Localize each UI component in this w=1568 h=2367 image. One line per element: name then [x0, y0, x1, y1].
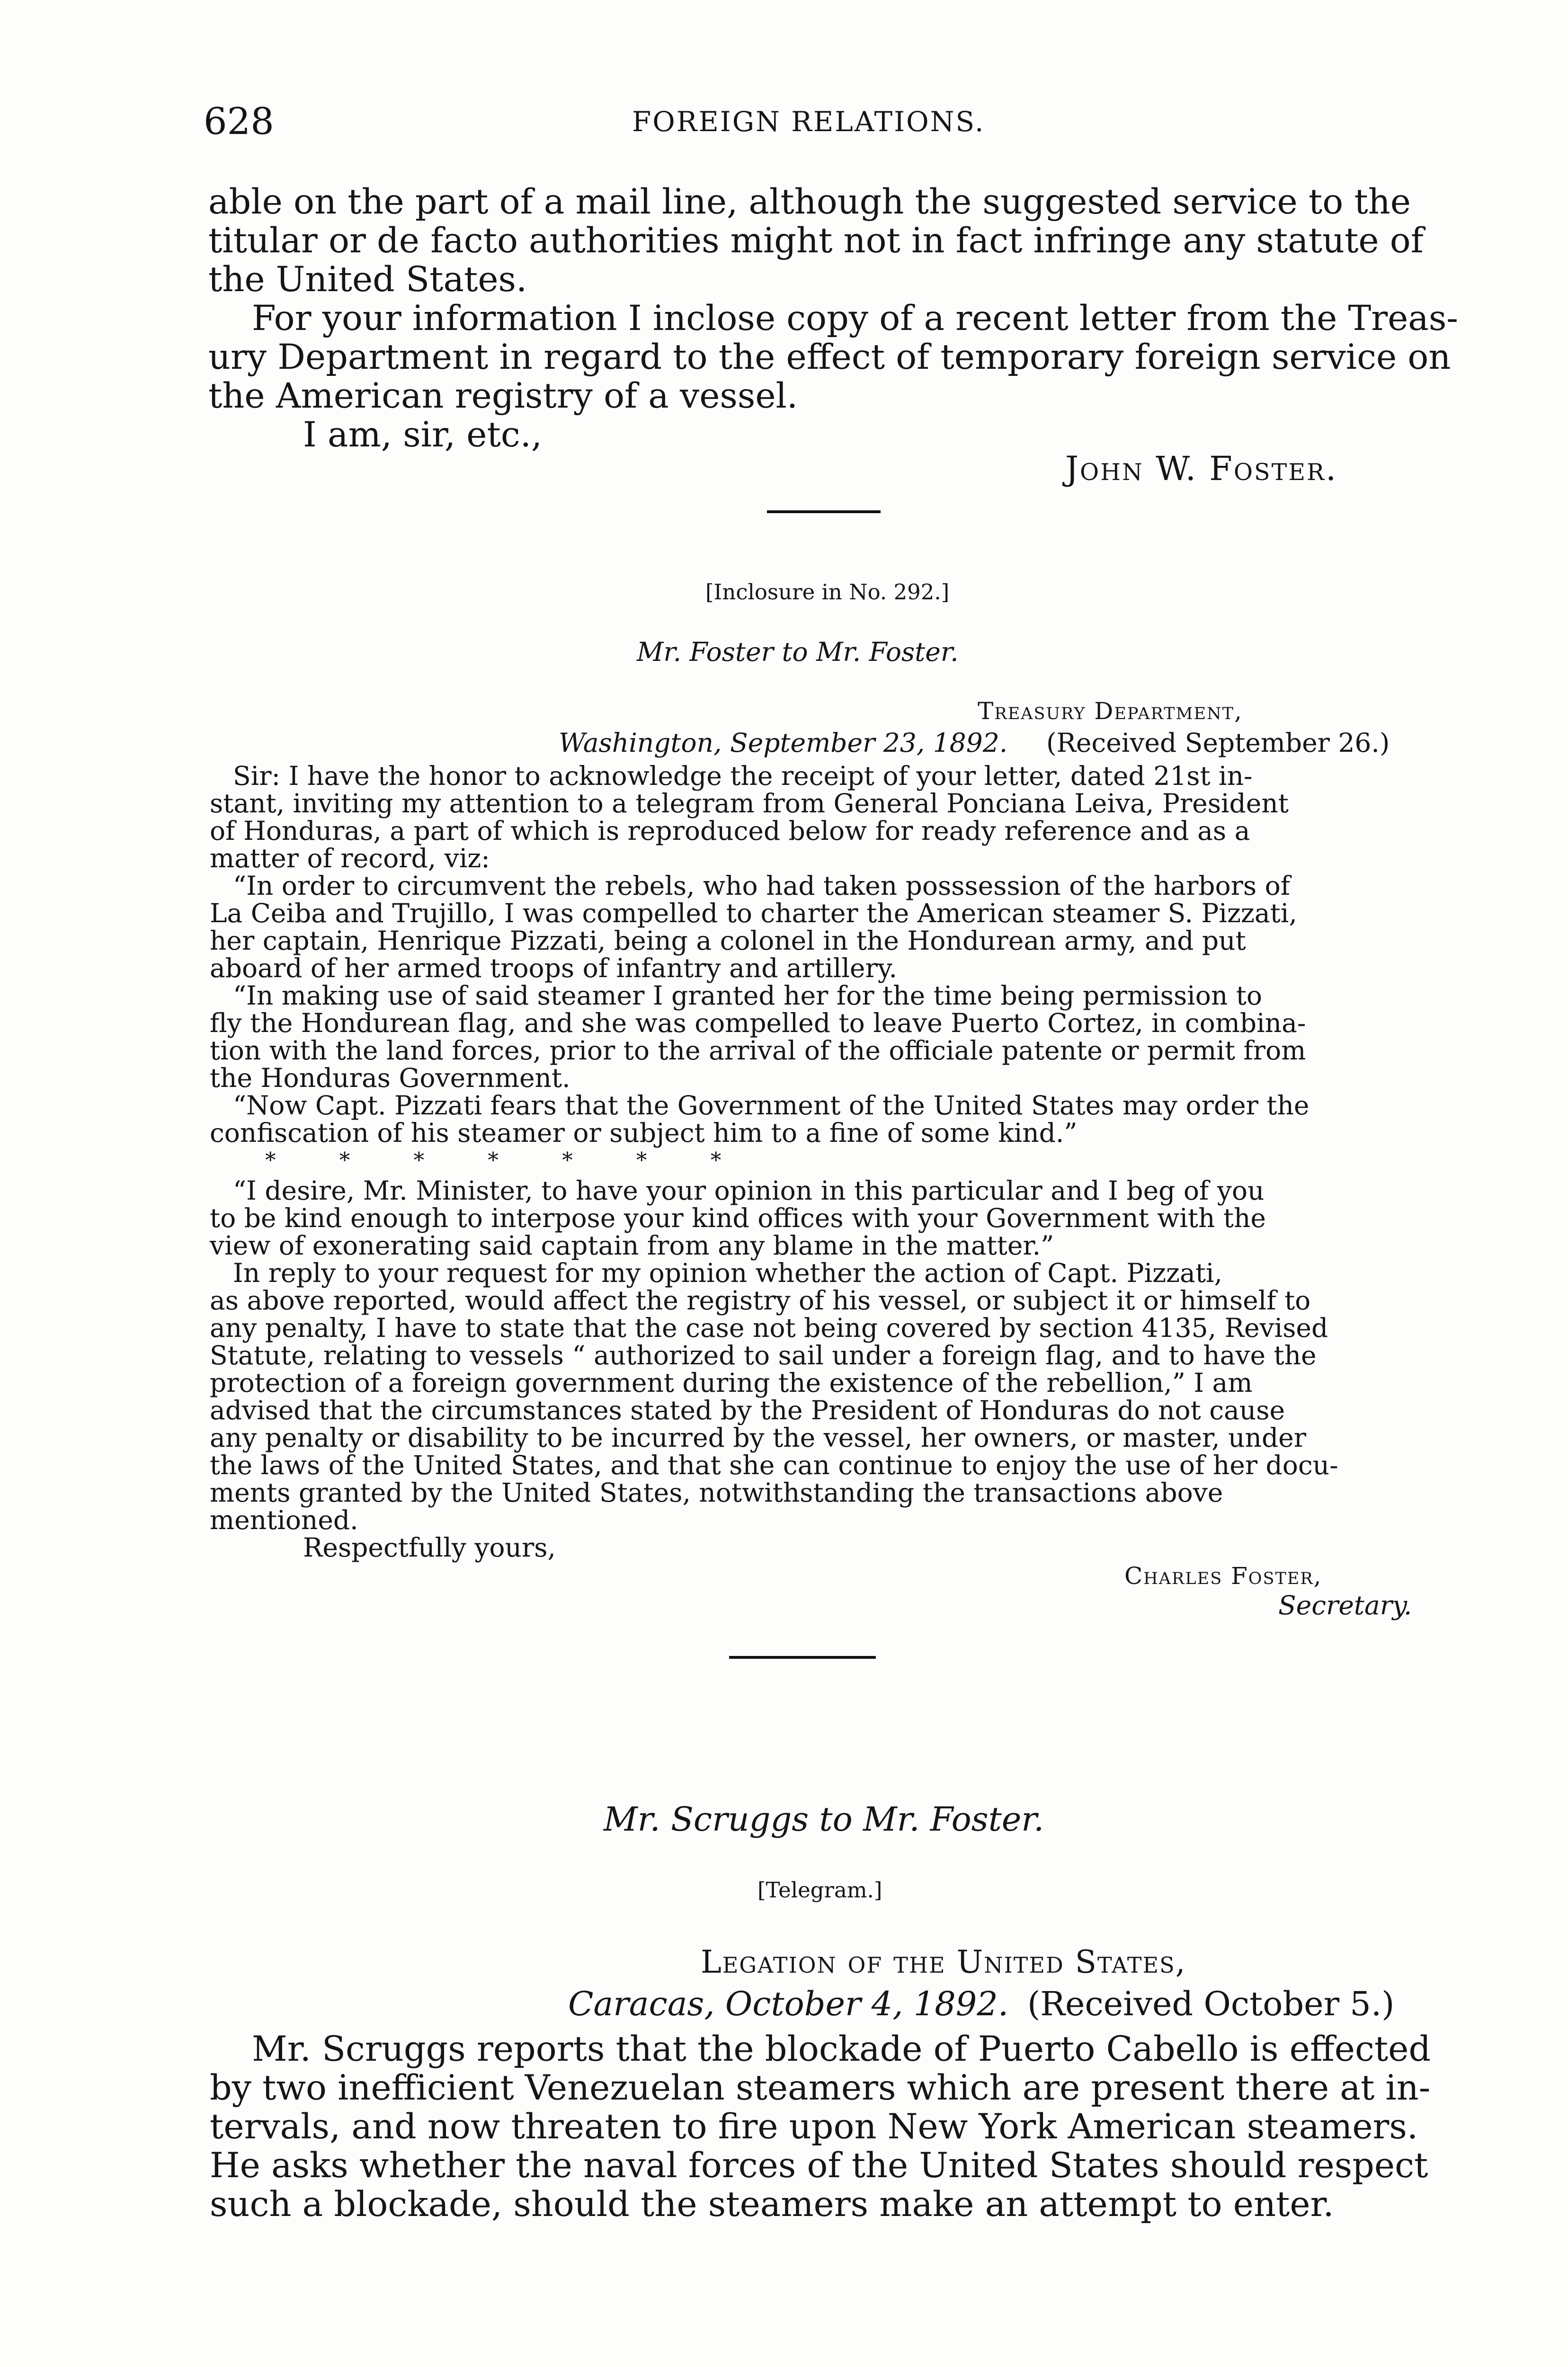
department-name: Treasury Department, — [978, 697, 1243, 725]
signature-title: Secretary. — [1278, 1590, 1412, 1620]
legation-name: Legation of the United States, — [701, 1944, 1186, 1980]
body-line: the United States. — [208, 259, 527, 300]
body-line: advised that the circumstances stated by the President of Honduras do not cause — [210, 1395, 1285, 1425]
letter-heading: Mr. Foster to Mr. Foster. — [637, 637, 959, 667]
telegram-label: [Telegram.] — [757, 1878, 882, 1903]
body-line: the American registry of a vessel. — [208, 376, 798, 416]
body-line: He asks whether the naval forces of the United States should respect — [210, 2145, 1428, 2186]
section-divider — [767, 510, 881, 513]
quote-line: tion with the land forces, prior to the arrival of the officiale patente or permit from — [210, 1035, 1306, 1066]
body-line: matter of record, viz: — [210, 843, 490, 873]
quote-line: “I desire, Mr. Minister, to have your opinion in this particular and I beg of you — [233, 1175, 1265, 1206]
body-line: protection of a foreign government during the existence of the rebellion,” I am — [210, 1368, 1253, 1398]
dateline-received: (Received October 5.) — [1027, 1984, 1395, 2023]
quote-line: aboard of her armed troops of infantry and artillery. — [210, 953, 898, 983]
running-title: FOREIGN RELATIONS. — [632, 106, 985, 138]
body-line: able on the part of a mail line, although the suggested service to the — [208, 182, 1411, 222]
dateline-place: Caracas, October 4, 1892. — [568, 1984, 1009, 2023]
body-line: as above reported, would affect the registry of his vessel, or subject it or himself to — [210, 1285, 1311, 1316]
quote-line: La Ceiba and Trujillo, I was compelled to charter the American steamer S. Pizzati, — [210, 898, 1297, 928]
signature-name: Charles Foster, — [1124, 1562, 1322, 1590]
section-divider — [729, 1656, 876, 1659]
body-line: Mr. Scruggs reports that the blockade of Puerto Cabello is effected — [252, 2029, 1431, 2069]
quote-line: fly the Hondurean flag, and she was compelled to leave Puerto Cortez, in combina- — [210, 1008, 1306, 1038]
body-line: such a blockade, should the steamers make an attempt to enter. — [210, 2184, 1334, 2225]
body-line: by two inefficient Venezuelan steamers which are present there at in- — [210, 2068, 1431, 2108]
dateline-place: Washington, September 23, 1892. — [559, 728, 1008, 758]
quote-line: the Honduras Government. — [210, 1063, 570, 1093]
body-line: In reply to your request for my opinion whether the action of Capt. Pizzati, — [233, 1258, 1222, 1288]
signature: John W. Foster. — [1065, 449, 1338, 488]
body-line: any penalty or disability to be incurred by the vessel, her owners, or master, under — [210, 1423, 1307, 1453]
closing-line: Respectfully yours, — [303, 1532, 556, 1563]
body-line: any penalty, I have to state that the case not being covered by section 4135, Revised — [210, 1313, 1328, 1343]
quote-line: her captain, Henrique Pizzati, being a colonel in the Hondurean army, and put — [210, 925, 1246, 956]
body-line: of Honduras, a part of which is reproduced below for ready reference and as a — [210, 816, 1250, 846]
body-line: stant, inviting my attention to a telegram from General Ponciana Leiva, President — [210, 788, 1289, 819]
quote-line: confiscation of his steamer or subject him to a fine of some kind.” — [210, 1118, 1078, 1148]
quote-line: to be kind enough to interpose your kind offices with your Government with the — [210, 1203, 1266, 1233]
body-line: ury Department in regard to the effect of temporary foreign service on — [208, 337, 1451, 377]
enclosure-label: [Inclosure in No. 292.] — [705, 579, 950, 605]
body-line: tervals, and now threaten to fire upon New York American steamers. — [210, 2107, 1418, 2147]
page-number: 628 — [204, 100, 274, 143]
body-line: Sir: I have the honor to acknowledge the receipt of your letter, dated 21st in- — [233, 761, 1253, 791]
ellipsis-stars: * * * * * * * — [265, 1148, 722, 1173]
dateline-received: (Received September 26.) — [1046, 728, 1390, 758]
body-line: titular or de facto authorities might not in fact infringe any statute of — [208, 221, 1424, 261]
body-line: ments granted by the United States, notwithstanding the transactions above — [210, 1477, 1223, 1508]
quote-line: view of exonerating said captain from any blame in the matter.” — [210, 1230, 1054, 1261]
quote-line: “Now Capt. Pizzati fears that the Government of the United States may order the — [233, 1090, 1310, 1121]
body-line: Statute, relating to vessels “ authorized to sail under a foreign flag, and to have the — [210, 1340, 1317, 1370]
telegram-heading: Mr. Scruggs to Mr. Foster. — [604, 1800, 1044, 1839]
quote-line: “In making use of said steamer I granted her for the time being permission to — [233, 980, 1263, 1011]
body-line: the laws of the United States, and that she can continue to enjoy the use of her docu- — [210, 1450, 1338, 1480]
quote-line: “In order to circumvent the rebels, who had taken posssession of the harbors of — [233, 871, 1291, 901]
body-line: For your information I inclose copy of a recent letter from the Treas- — [252, 298, 1458, 338]
body-line: mentioned. — [210, 1505, 358, 1535]
closing-line: I am, sir, etc., — [303, 415, 543, 455]
